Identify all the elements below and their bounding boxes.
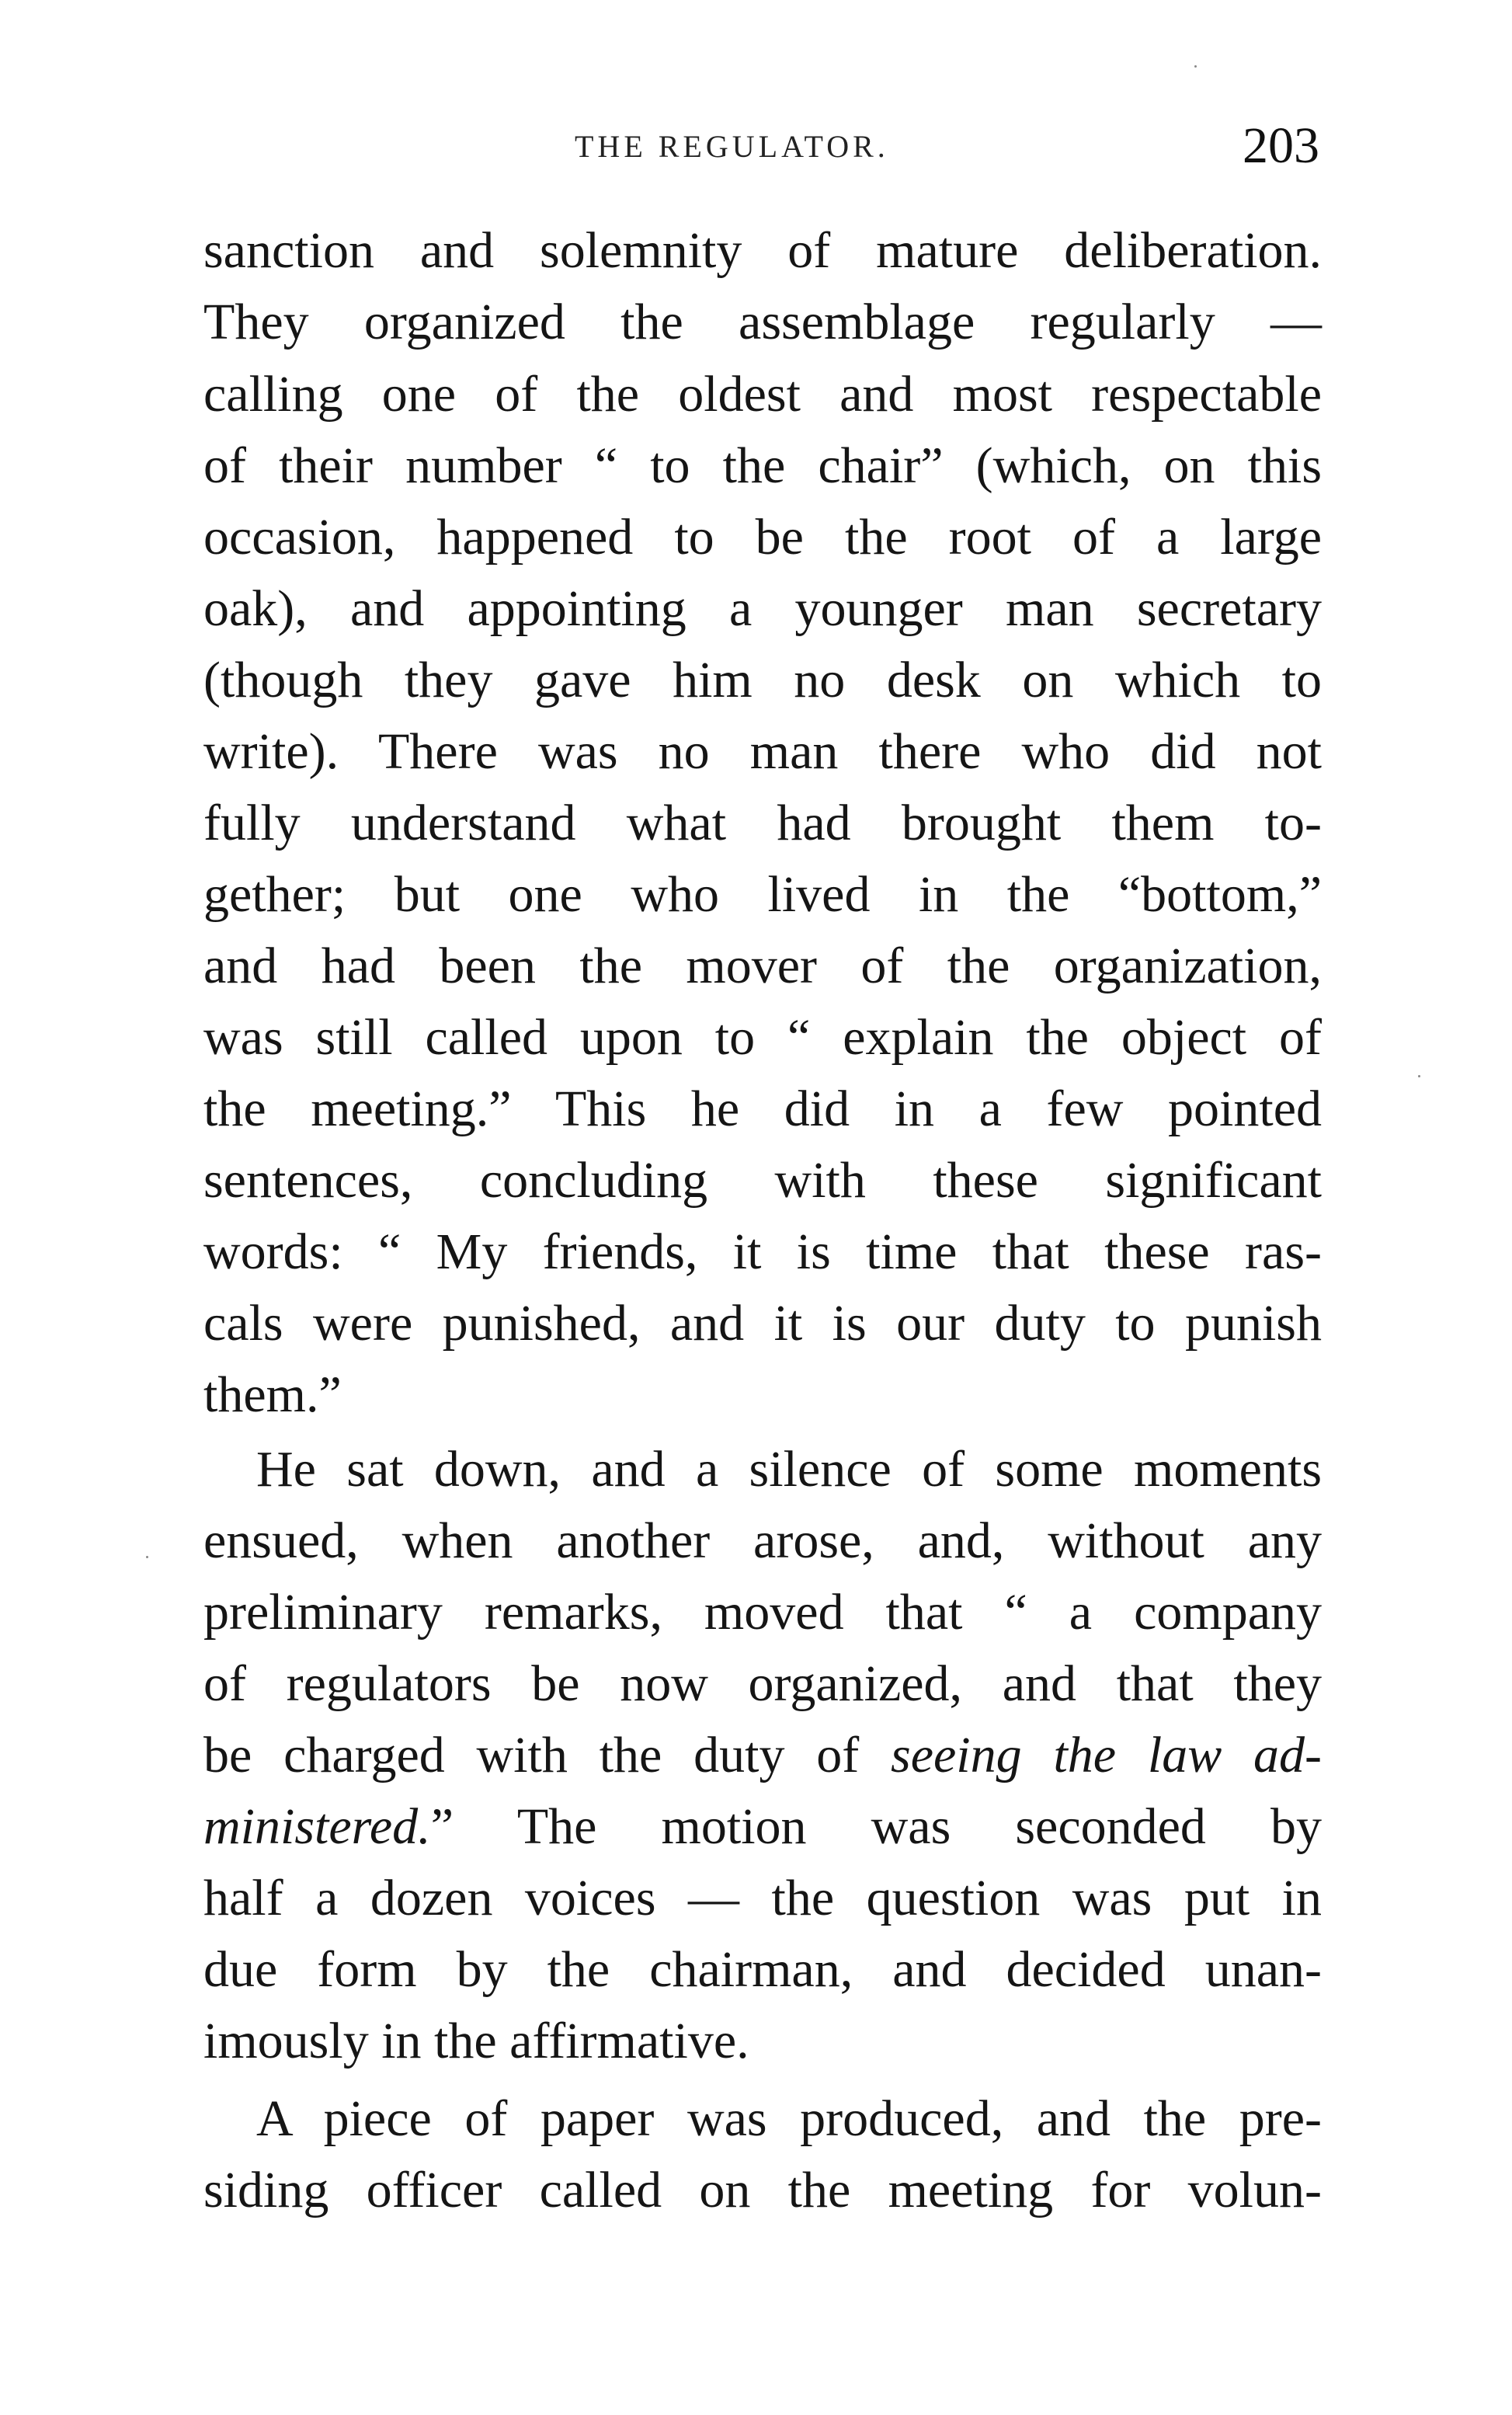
text-line: occasion, happened to be the root of a large: [203, 509, 1322, 565]
text-line: was still called upon to “ explain the object of: [203, 1009, 1322, 1066]
text-line: calling one of the oldest and most respectable: [203, 366, 1322, 423]
text-line: They organized the assemblage regularly —: [203, 294, 1322, 350]
text-line: gether; but one who lived in the “bottom,”: [203, 866, 1322, 923]
paper-speck: [1194, 65, 1197, 68]
italic-phrase: ministered.: [203, 1798, 431, 1855]
italic-phrase: seeing the law ad-: [891, 1727, 1322, 1783]
running-title: THE REGULATOR.: [575, 129, 889, 164]
text-line: words: “ My friends, it is time that these ras-: [203, 1223, 1322, 1280]
text-segment: be charged with the duty of: [203, 1727, 860, 1783]
text-line: and had been the mover of the organization,: [203, 938, 1322, 994]
text-line: cals were punished, and it is our duty to punish: [203, 1295, 1322, 1352]
text-line: them.”: [203, 1366, 342, 1423]
text-line: A piece of paper was produced, and the pre-: [256, 2090, 1322, 2147]
text-line: the meeting.” This he did in a few pointed: [203, 1080, 1322, 1137]
text-line: of regulators be now organized, and that they: [203, 1655, 1322, 1712]
text-line: due form by the chairman, and decided unan-: [203, 1941, 1322, 1998]
text-line: siding officer called on the meeting for volun-: [203, 2162, 1322, 2218]
text-line: sanction and solemnity of mature deliberation.: [203, 222, 1322, 279]
text-line: [203, 1796, 1322, 1858]
text-line: of their number “ to the chair” (which, on this: [203, 437, 1322, 494]
text-line: (though they gave him no desk on which to: [203, 652, 1322, 708]
text-line: He sat down, and a silence of some moments: [256, 1441, 1322, 1498]
text-line: oak), and appointing a younger man secretary: [203, 580, 1322, 637]
paper-speck: [1418, 1075, 1420, 1077]
page-number: 203: [1243, 117, 1319, 174]
text-line: [203, 1724, 1322, 1787]
text-line: preliminary remarks, moved that “ a company: [203, 1584, 1322, 1641]
text-segment: ” The motion was seconded by: [430, 1798, 1322, 1855]
text-line: half a dozen voices — the question was put in: [203, 1870, 1322, 1926]
text-line: write). There was no man there who did not: [203, 723, 1322, 780]
text-line: fully understand what had brought them to-: [203, 795, 1322, 851]
text-line: ensued, when another arose, and, without any: [203, 1512, 1322, 1569]
text-line: imously in the affirmative.: [203, 2013, 749, 2069]
text-line: sentences, concluding with these significant: [203, 1152, 1322, 1209]
paper-speck: [146, 1556, 148, 1558]
